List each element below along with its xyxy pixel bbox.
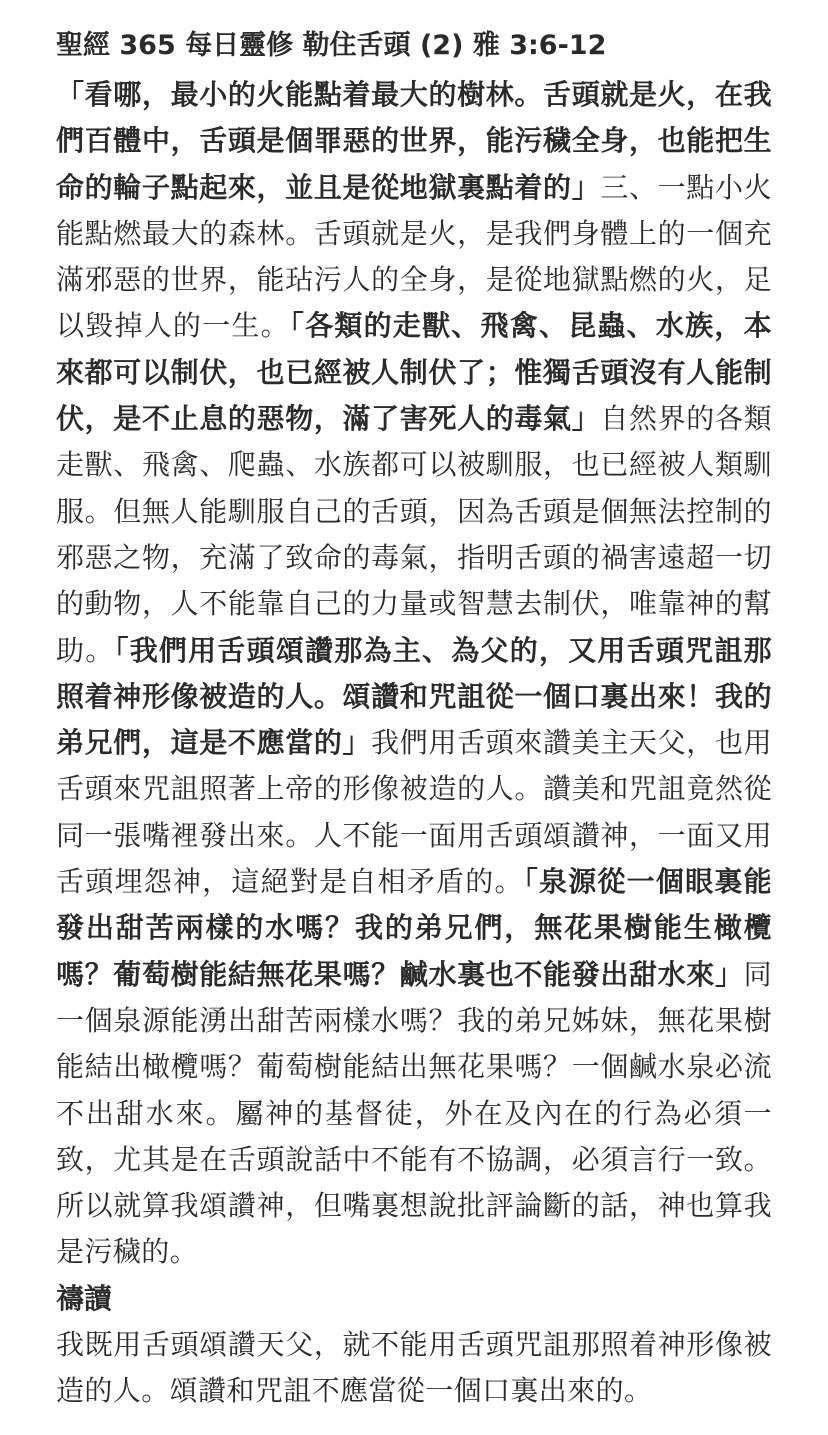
prayer-text: 我既用舌頭頌讚天父，就不能用舌頭咒詛那照着神形像被造的人。頌讚和咒詛不應當從一個口裏出來的。	[56, 1327, 772, 1408]
commentary-text: 我們用舌頭來讚美主天父，也用舌頭來咒詛照著上帝的形像被造的人。讚美和咒詛竟然從同一張嘴裡發出來。人不能一面用舌頭頌讚神，一面又用舌頭埋怨神，這絕對是自相矛盾的。	[56, 726, 772, 899]
scripture-quote: 「各類的走獸、飛禽、昆蟲、水族，本來都可以制伏，也已經被人制伏了；惟獨舌頭沒有人能制伏，是不止息的惡物，滿了害死人的毒氣」	[56, 309, 772, 436]
commentary-text: 自然界的各類走獸、飛禽、爬蟲、水族都可以被馴服，也已經被人類馴服。但無人能馴服自己的舌頭，因為舌頭是個無法控制的邪惡之物，充滿了致命的毒氣，指明舌頭的禍害遠超一切的動物，人不能靠自己的力量或智慧去制伏，唯靠神的幫助。	[56, 402, 772, 667]
commentary-text: 同一個泉源能湧出甜苦兩樣水嗎？我的弟兄姊妹，無花果樹能結出橄欖嗎？葡萄樹能結出無花果嗎？一個鹹水泉必流不出甜水來。屬神的基督徒，外在及內在的行為必須一致，尤其是在舌頭說話中不能有不協調，必須言行一致。所以就算我頌讚神，但嘴裏想說批評論斷的話，神也算我是污穢的。	[56, 957, 772, 1269]
page-title: 聖經 365 每日靈修 勒住舌頭 (2) 雅 3:6-12	[56, 30, 607, 61]
prayer-heading: 禱讀	[56, 1281, 113, 1315]
scripture-quote: 「我們用舌頭頌讚那為主、為父的，又用舌頭咒詛那照着神形像被造的人。頌讚和咒詛從一個口裏出來！我的弟兄們，這是不應當的」	[56, 633, 772, 760]
scripture-quote: 「泉源從一個眼裏能發出甜苦兩樣的水嗎？我的弟兄們，無花果樹能生橄欖嗎？葡萄樹能結無花果嗎？鹹水裏也不能發出甜水來」	[56, 865, 772, 991]
commentary-text: 三、一點小火能點燃最大的森林。舌頭就是火，是我們身體上的一個充滿邪惡的世界，能玷污人的全身，是從地獄點燃的火，足以毀掉人的一生。	[56, 170, 772, 343]
devotional-body	[56, 72, 772, 1276]
scripture-quote: 「看哪，最小的火能點着最大的樹林。舌頭就是火，在我們百體中，舌頭是個罪惡的世界，能污穢全身，也能把生命的輪子點起來，並且是從地獄裏點着的」	[56, 78, 772, 204]
